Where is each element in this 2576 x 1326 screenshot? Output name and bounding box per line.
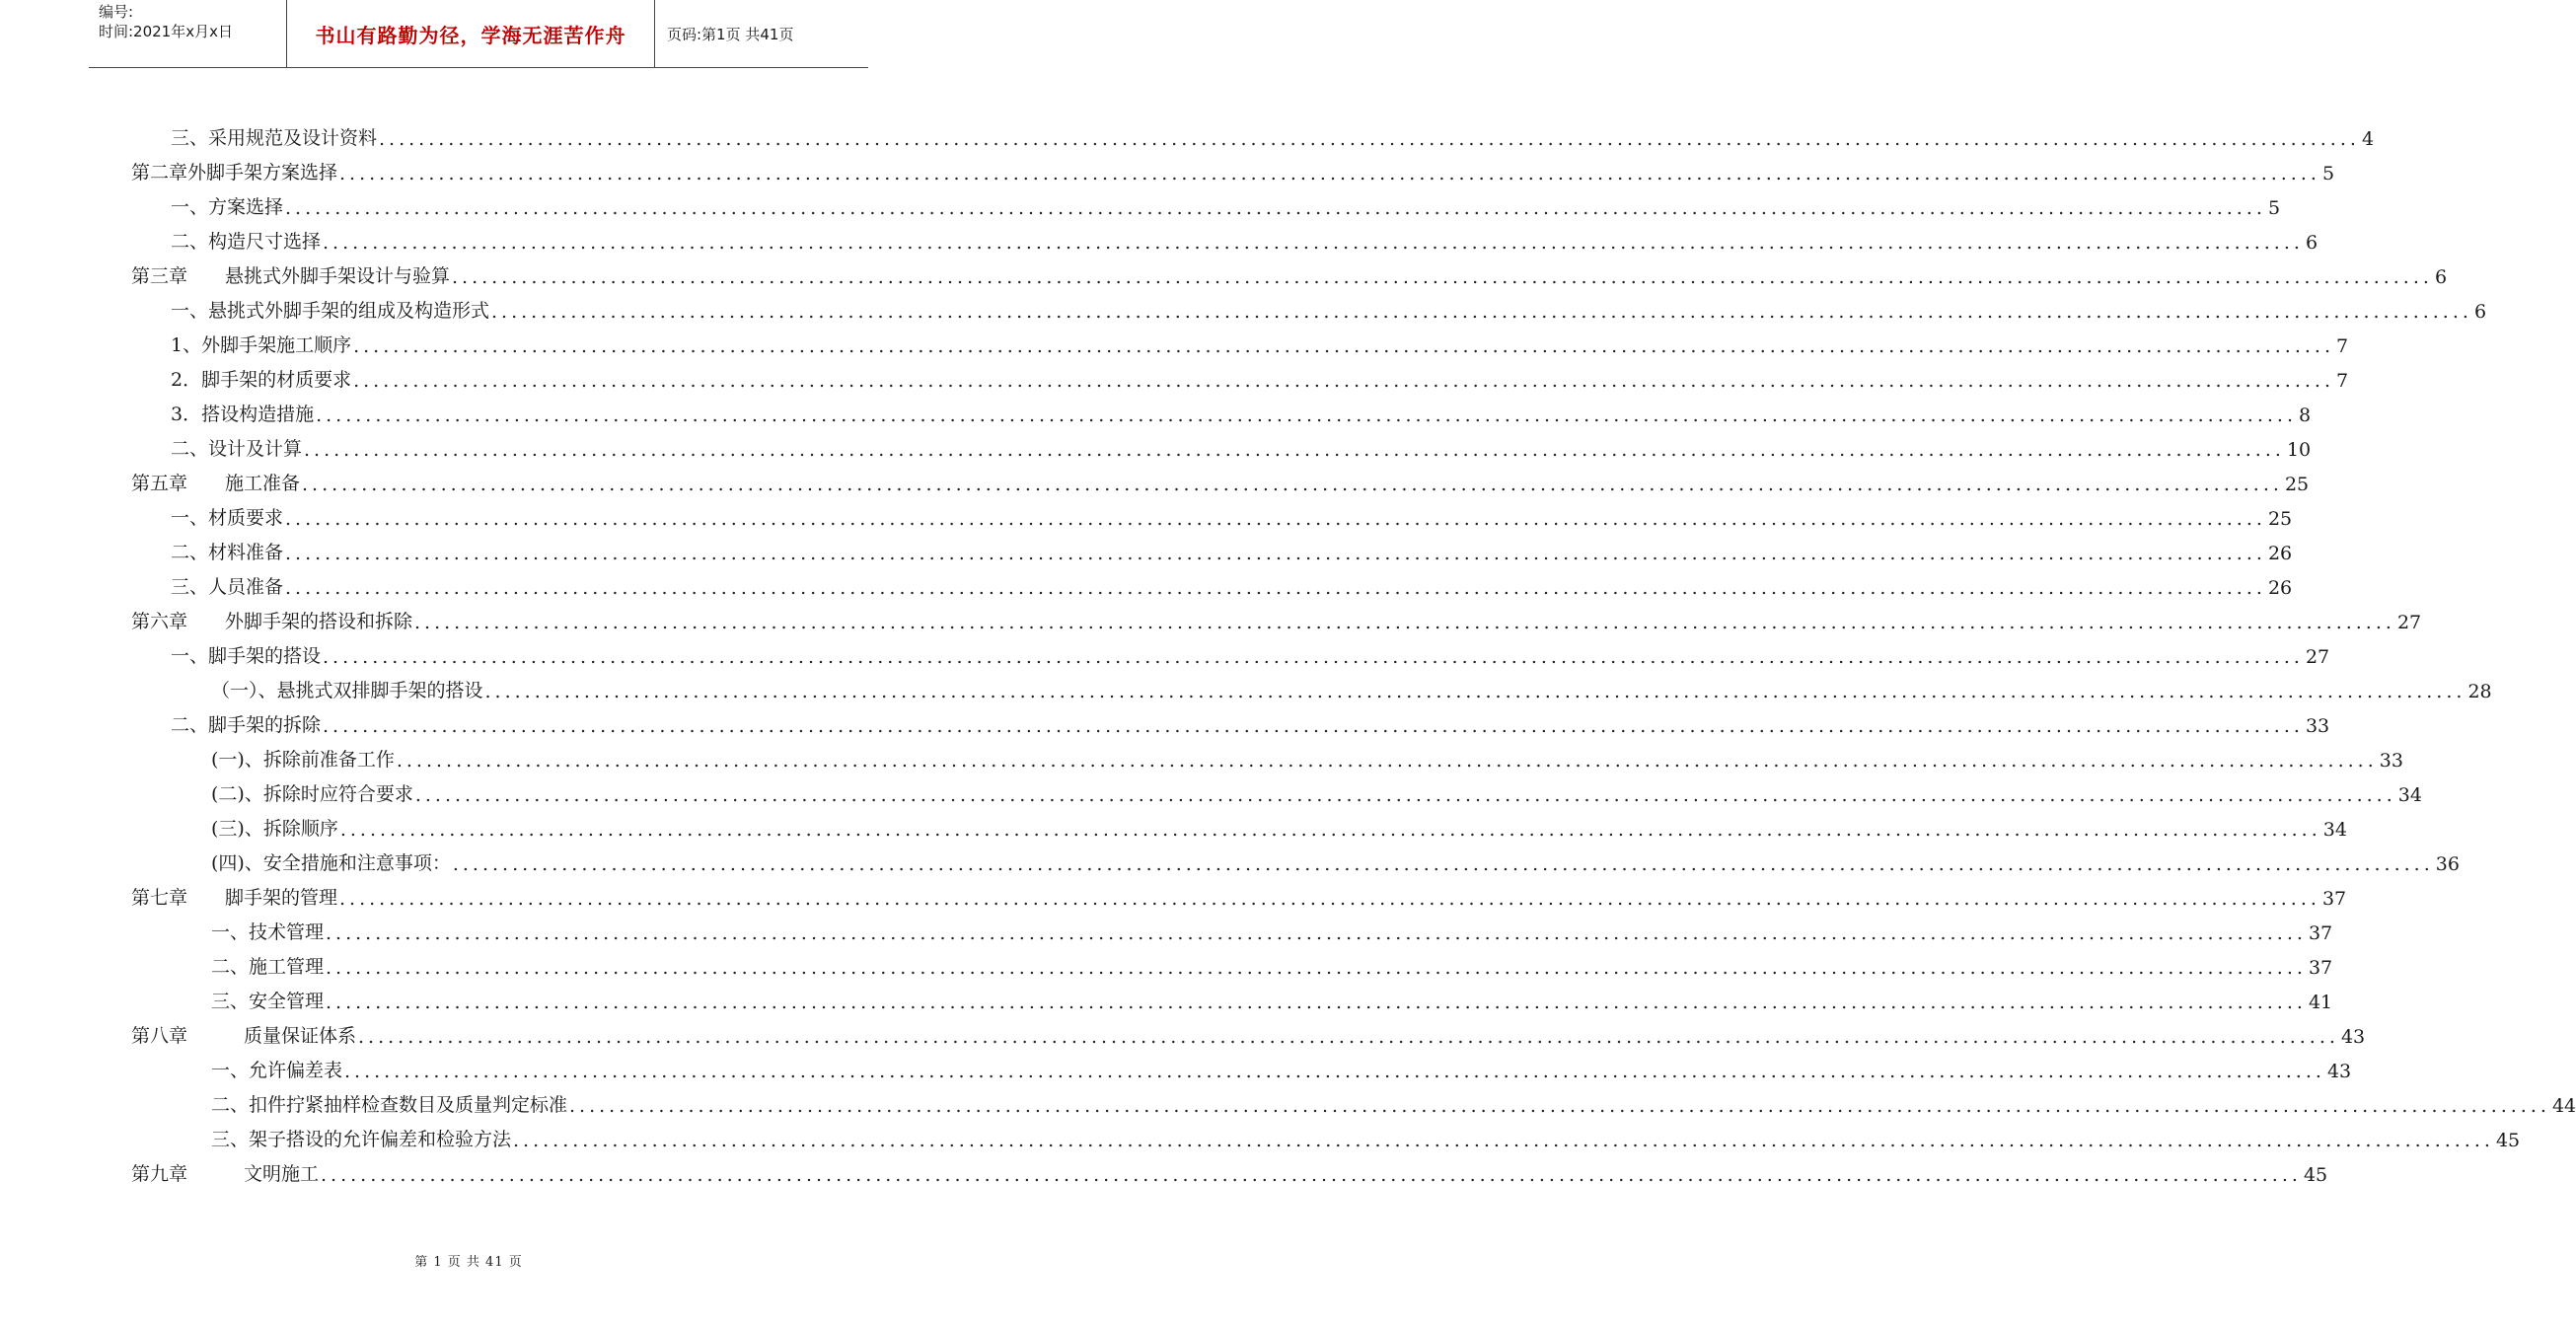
- toc-leader-dots: ........................................................................................................................................................................................................: [323, 232, 2304, 254]
- toc-entry-text: (二)、拆除时应符合要求: [211, 783, 413, 805]
- toc-entry[interactable]: [211, 1082, 2576, 1117]
- toc-entry[interactable]: [211, 979, 2333, 1013]
- toc-entry-text: 1、外脚手架施工顺序: [171, 334, 352, 356]
- toc-entry-page: 6: [2434, 266, 2448, 288]
- toc-leader-dots: ........................................................................................................................................................................................................: [304, 439, 2285, 461]
- toc-leader-dots: ........................................................................................................................................................................................................: [285, 508, 2266, 530]
- number-label: 编号:: [99, 3, 134, 21]
- toc-entry-page: 7: [2336, 370, 2349, 392]
- toc-entry-text: (一)、拆除前准备工作: [211, 749, 395, 771]
- toc-leader-dots: ........................................................................................................................................................................................................: [414, 784, 2396, 806]
- toc-entry-text: 三、安全管理: [211, 991, 325, 1012]
- toc-entry-page: 34: [2397, 784, 2422, 806]
- toc-entry[interactable]: [171, 115, 2375, 150]
- toc-entry-page: 5: [2267, 197, 2281, 219]
- toc-entry-text: 二、材料准备: [171, 542, 284, 563]
- toc-entry-text: 二、施工管理: [211, 956, 325, 978]
- toc-entry-text: 三、采用规范及设计资料: [171, 127, 378, 149]
- toc-entry-page: 26: [2267, 543, 2293, 564]
- toc-entry[interactable]: [211, 1117, 2521, 1151]
- toc-entry-text: 第七章 脚手架的管理: [131, 887, 338, 909]
- toc-entry[interactable]: [131, 461, 2310, 495]
- toc-entry-text: 第九章 文明施工: [131, 1163, 320, 1185]
- toc-entry-page: 34: [2322, 819, 2347, 841]
- toc-entry-text: 一、材质要求: [171, 507, 284, 529]
- toc-entry-text: 二、脚手架的拆除: [171, 714, 322, 736]
- toc-leader-dots: ........................................................................................................................................................................................................: [513, 1130, 2494, 1151]
- toc-leader-dots: ........................................................................................................................................................................................................: [396, 750, 2378, 772]
- toc-leader-dots: ........................................................................................................................................................................................................: [316, 405, 2298, 426]
- toc-entry-page: 36: [2435, 853, 2460, 875]
- toc-entry[interactable]: [171, 530, 2293, 564]
- toc-entry-text: 第二章外脚手架方案选择: [131, 162, 338, 184]
- toc-leader-dots: ........................................................................................................................................................................................................: [339, 888, 2320, 910]
- toc-entry-page: 45: [2303, 1164, 2328, 1186]
- toc-entry-text: 第八章 质量保证体系: [131, 1025, 357, 1047]
- page-header: [89, 0, 868, 68]
- toc-leader-dots: ........................................................................................................................................................................................................: [414, 612, 2395, 633]
- toc-entry-text: 2．脚手架的材质要求: [171, 369, 352, 391]
- toc-leader-dots: ........................................................................................................................................................................................................: [321, 1164, 2302, 1186]
- toc-entry-page: 5: [2321, 163, 2335, 184]
- toc-entry-page: 27: [2305, 646, 2330, 668]
- toc-entry-text: 一、脚手架的搭设: [171, 645, 322, 667]
- toc-entry-page: 7: [2336, 335, 2349, 357]
- toc-leader-dots: ........................................................................................................................................................................................................: [323, 715, 2304, 737]
- toc-entry[interactable]: [211, 806, 2347, 841]
- toc-entry[interactable]: [171, 495, 2293, 530]
- toc-leader-dots: ........................................................................................................................................................................................................: [302, 474, 2283, 495]
- toc-entry[interactable]: [211, 668, 2492, 702]
- toc-entry[interactable]: [131, 150, 2335, 184]
- toc-entry-page: 43: [2340, 1026, 2366, 1048]
- toc-entry[interactable]: [131, 875, 2347, 910]
- toc-entry-text: 一、方案选择: [171, 196, 284, 218]
- page-footer: 第 1 页 共 41 页: [414, 1255, 523, 1270]
- toc-entry-page: 43: [2326, 1061, 2352, 1082]
- toc-entry-text: 三、人员准备: [171, 576, 284, 598]
- toc-entry[interactable]: [171, 702, 2330, 737]
- toc-entry-page: 25: [2267, 508, 2293, 530]
- toc-entry[interactable]: [171, 426, 2312, 461]
- toc-leader-dots: ........................................................................................................................................................................................................: [339, 163, 2320, 184]
- toc-entry-page: 10: [2286, 439, 2312, 461]
- toc-entry-page: 25: [2284, 474, 2310, 495]
- toc-leader-dots: ........................................................................................................................................................................................................: [358, 1026, 2339, 1048]
- toc-leader-dots: ........................................................................................................................................................................................................: [569, 1095, 2550, 1117]
- toc-entry-text: 3．搭设构造措施: [171, 404, 315, 425]
- toc-entry-page: 4: [2361, 128, 2375, 150]
- toc-entry[interactable]: [211, 772, 2422, 806]
- toc-entry-page: 37: [2308, 957, 2333, 979]
- toc-entry[interactable]: [171, 633, 2330, 668]
- toc-leader-dots: ........................................................................................................................................................................................................: [285, 543, 2266, 564]
- toc-entry[interactable]: [171, 219, 2318, 254]
- toc-leader-dots: ........................................................................................................................................................................................................: [323, 646, 2304, 668]
- toc-entry-page: 37: [2321, 888, 2347, 910]
- toc-entry-page: 33: [2305, 715, 2330, 737]
- toc-entry-text: 二、构造尺寸选择: [171, 231, 322, 253]
- toc-entry-text: 二、扣件拧紧抽样检查数目及质量判定标准: [211, 1094, 568, 1116]
- toc-entry[interactable]: [211, 944, 2333, 979]
- toc-entry-text: 一、允许偏差表: [211, 1060, 343, 1081]
- toc-entry[interactable]: [131, 1013, 2366, 1048]
- header-page-label: 页码:第1页 共41页: [667, 25, 794, 43]
- toc-leader-dots: ........................................................................................................................................................................................................: [452, 266, 2433, 288]
- toc-entry[interactable]: [211, 910, 2333, 944]
- toc-entry-page: 44: [2551, 1095, 2576, 1117]
- toc-entry-page: 28: [2467, 681, 2492, 702]
- toc-leader-dots: ........................................................................................................................................................................................................: [326, 957, 2307, 979]
- toc-entry[interactable]: [171, 357, 2349, 392]
- time-label: 时间:2021年x月x日: [99, 23, 233, 40]
- toc-entry[interactable]: [211, 841, 2460, 875]
- toc-entry-page: 6: [2305, 232, 2318, 254]
- toc-entry-page: 41: [2308, 992, 2333, 1013]
- header-motto: 书山有路勤为径，学海无涯苦作舟: [287, 0, 655, 67]
- toc-entry[interactable]: [211, 1048, 2352, 1082]
- toc-entry[interactable]: [171, 323, 2349, 357]
- toc-leader-dots: ........................................................................................................................................................................................................: [285, 577, 2266, 599]
- toc-leader-dots: ........................................................................................................................................................................................................: [491, 301, 2472, 323]
- toc-entry-page: 45: [2495, 1130, 2521, 1151]
- toc-entry-page: 26: [2267, 577, 2293, 599]
- toc-entry-text: 二、设计及计算: [171, 438, 303, 460]
- toc-entry-page: 27: [2396, 612, 2422, 633]
- toc-entry-text: 一、技术管理: [211, 921, 325, 943]
- toc-entry-text: 三、架子搭设的允许偏差和检验方法: [211, 1129, 512, 1150]
- toc-entry[interactable]: [211, 737, 2403, 772]
- toc-entry[interactable]: [171, 288, 2487, 323]
- toc-entry[interactable]: [171, 564, 2293, 599]
- toc-entry-page: 8: [2299, 405, 2312, 426]
- toc-leader-dots: ........................................................................................................................................................................................................: [344, 1061, 2325, 1082]
- toc-leader-dots: ........................................................................................................................................................................................................: [285, 197, 2266, 219]
- toc-leader-dots: ........................................................................................................................................................................................................: [353, 370, 2335, 392]
- toc-entry-text: (四)、安全措施和注意事项：: [211, 852, 451, 874]
- toc-leader-dots: ........................................................................................................................................................................................................: [379, 128, 2360, 150]
- toc-leader-dots: ........................................................................................................................................................................................................: [326, 922, 2307, 944]
- toc-leader-dots: ........................................................................................................................................................................................................: [339, 819, 2321, 841]
- toc-leader-dots: ........................................................................................................................................................................................................: [452, 853, 2434, 875]
- toc-leader-dots: ........................................................................................................................................................................................................: [353, 335, 2335, 357]
- toc-entry[interactable]: [171, 392, 2312, 426]
- toc-entry[interactable]: [131, 254, 2448, 288]
- toc-entry-text: 第五章 施工准备: [131, 473, 301, 494]
- toc-entry[interactable]: [131, 1151, 2328, 1186]
- toc-entry-page: 6: [2473, 301, 2487, 323]
- toc-leader-dots: ........................................................................................................................................................................................................: [326, 992, 2307, 1013]
- toc-leader-dots: ........................................................................................................................................................................................................: [484, 681, 2466, 702]
- toc-entry-text: 第三章 悬挑式外脚手架设计与验算: [131, 265, 451, 287]
- toc-entry-text: 一、悬挑式外脚手架的组成及构造形式: [171, 300, 490, 322]
- toc-entry-page: 37: [2308, 922, 2333, 944]
- toc-entry-text: (三)、拆除顺序: [211, 818, 338, 840]
- toc-entry-text: （一）、悬挑式双排脚手架的搭设: [211, 680, 483, 701]
- toc-entry-text: 第六章 外脚手架的搭设和拆除: [131, 611, 413, 632]
- header-meta: [89, 0, 287, 67]
- toc-entry[interactable]: [131, 599, 2422, 633]
- toc-entry-page: 33: [2379, 750, 2403, 772]
- toc-entry[interactable]: [171, 184, 2281, 219]
